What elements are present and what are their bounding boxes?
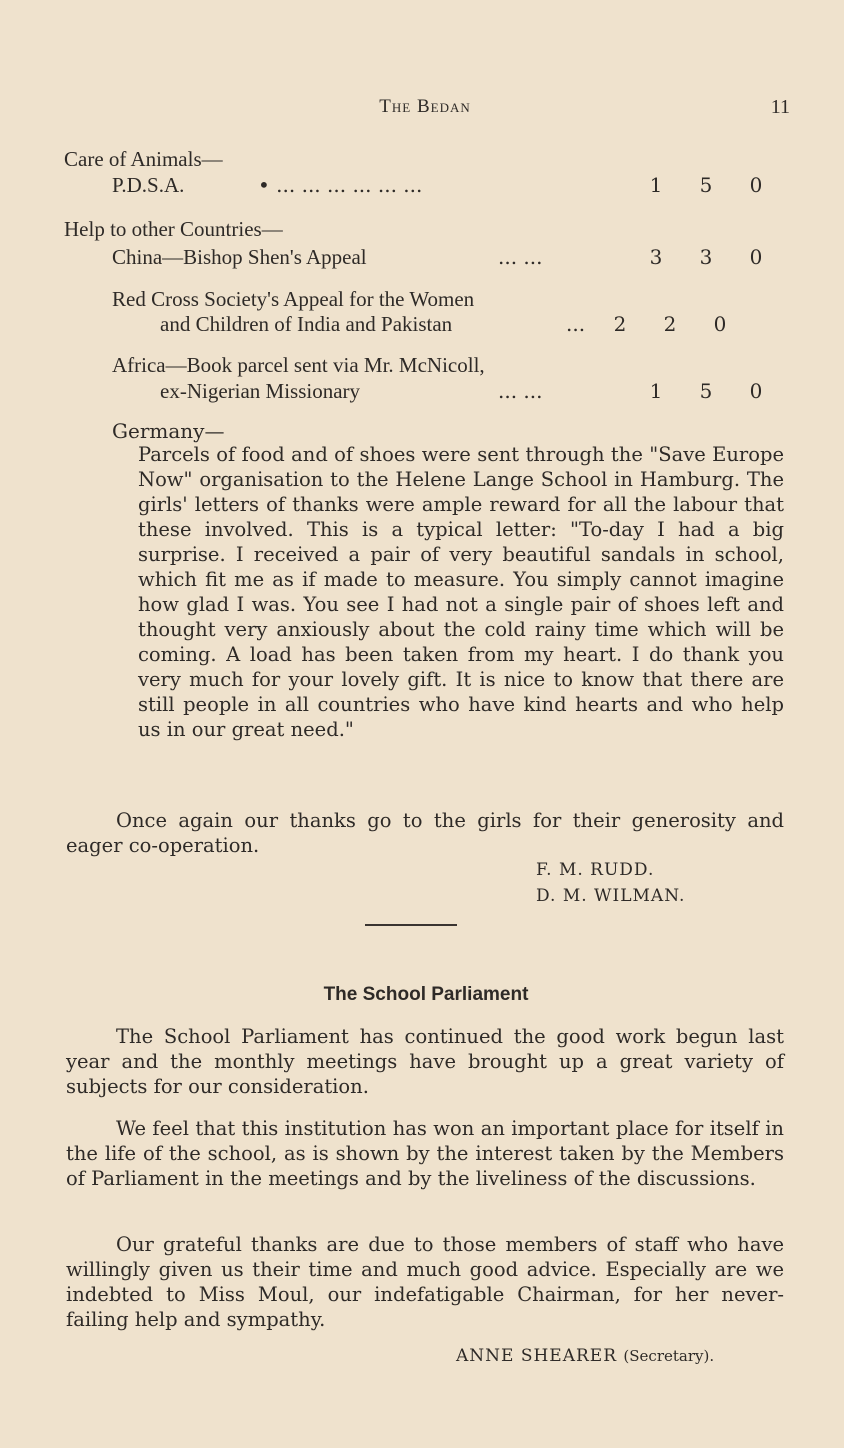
- amount-pence: 0: [749, 379, 763, 403]
- red-cross-leader: ...: [566, 312, 586, 336]
- secretary-role: (Secretary).: [623, 1347, 715, 1365]
- amount-pounds: 1: [649, 173, 663, 197]
- china-appeal-label: China—Bishop Shen's Appeal: [112, 245, 367, 269]
- germany-paragraph: [138, 442, 784, 742]
- amount-shillings: 3: [699, 245, 713, 269]
- amount-pence: 0: [749, 245, 763, 269]
- section-heading: The School Parliament: [323, 984, 529, 1005]
- amount-pounds: 1: [649, 379, 663, 403]
- pdsa-label: P.D.S.A.: [112, 173, 185, 197]
- china-appeal-leader: ... ...: [498, 245, 543, 269]
- secretary-name: ANNE SHEARER: [456, 1346, 618, 1366]
- signatory-wilman: D. M. WILMAN.: [536, 886, 686, 906]
- red-cross-amount: [610, 311, 730, 337]
- africa-line-1: Africa—Book parcel sent via Mr. McNicoll,: [112, 353, 485, 377]
- amount-pounds: 2: [613, 312, 627, 336]
- help-other-countries-heading: Help to other Countries—: [64, 217, 283, 241]
- pdsa-amount: [646, 172, 766, 198]
- section-divider: [365, 924, 457, 926]
- germany-heading: Germany—: [112, 419, 225, 443]
- amount-shillings: 5: [699, 379, 713, 403]
- amount-pence: 0: [713, 312, 727, 336]
- africa-amount: [646, 378, 766, 404]
- germany-body: Parcels of food and of shoes were sent through the "Save Europe Now" organisation to the Helene Lange School in Hamburg. The girls' letters of thanks were ample reward for all the labour that these involved. This is a typical letter: "To-day I had a big surprise. I received a pair of very beautiful sandals in school, which fit me as if made to measure. You simply cannot imagine how glad I was. You see I had not a single pair of shoes left and thought very anxiously about the cold rainy time which will be coming. A load has been taken from my heart. I do thank you very much for your lovely gift. It is nice to know that there are still people in all countries who have kind hearts and who help us in our great need.": [138, 443, 784, 741]
- amount-pence: 0: [749, 173, 763, 197]
- parliament-paragraph-3: Our grateful thanks are due to those members of staff who have willingly given us their time and much good advice. Especially are we indebted to Miss Moul, our indefatigable Chairman, for her never-failing help and sympathy.: [66, 1233, 784, 1331]
- page-number: 11: [770, 96, 790, 118]
- amount-pounds: 3: [649, 245, 663, 269]
- amount-shillings: 5: [699, 173, 713, 197]
- pdsa-leader: • ... ... ... ... ... ...: [258, 173, 423, 197]
- care-of-animals-heading: Care of Animals—: [64, 147, 223, 171]
- africa-leader: ... ...: [498, 379, 543, 403]
- thanks-paragraph: Once again our thanks go to the girls for their generosity and eager co-operation.: [66, 809, 784, 857]
- africa-line-2: ex-Nigerian Missionary: [160, 379, 361, 403]
- red-cross-line-1: Red Cross Society's Appeal for the Women: [112, 287, 475, 311]
- running-header-title: The Bedan: [379, 96, 471, 117]
- signatory-rudd: F. M. RUDD.: [536, 860, 655, 880]
- secretary-signature: [456, 1346, 714, 1366]
- china-appeal-amount: [646, 244, 766, 270]
- amount-shillings: 2: [663, 312, 677, 336]
- parliament-paragraph-2: We feel that this institution has won an important place for itself in the life of the school, as is shown by the interest taken by the Members of Parliament in the meetings and by the liveliness of the discussions.: [66, 1117, 784, 1190]
- parliament-paragraph-1: The School Parliament has continued the good work begun last year and the monthly meetings have brought up a great variety of subjects for our consideration.: [66, 1025, 784, 1098]
- red-cross-line-2: and Children of India and Pakistan: [160, 312, 453, 336]
